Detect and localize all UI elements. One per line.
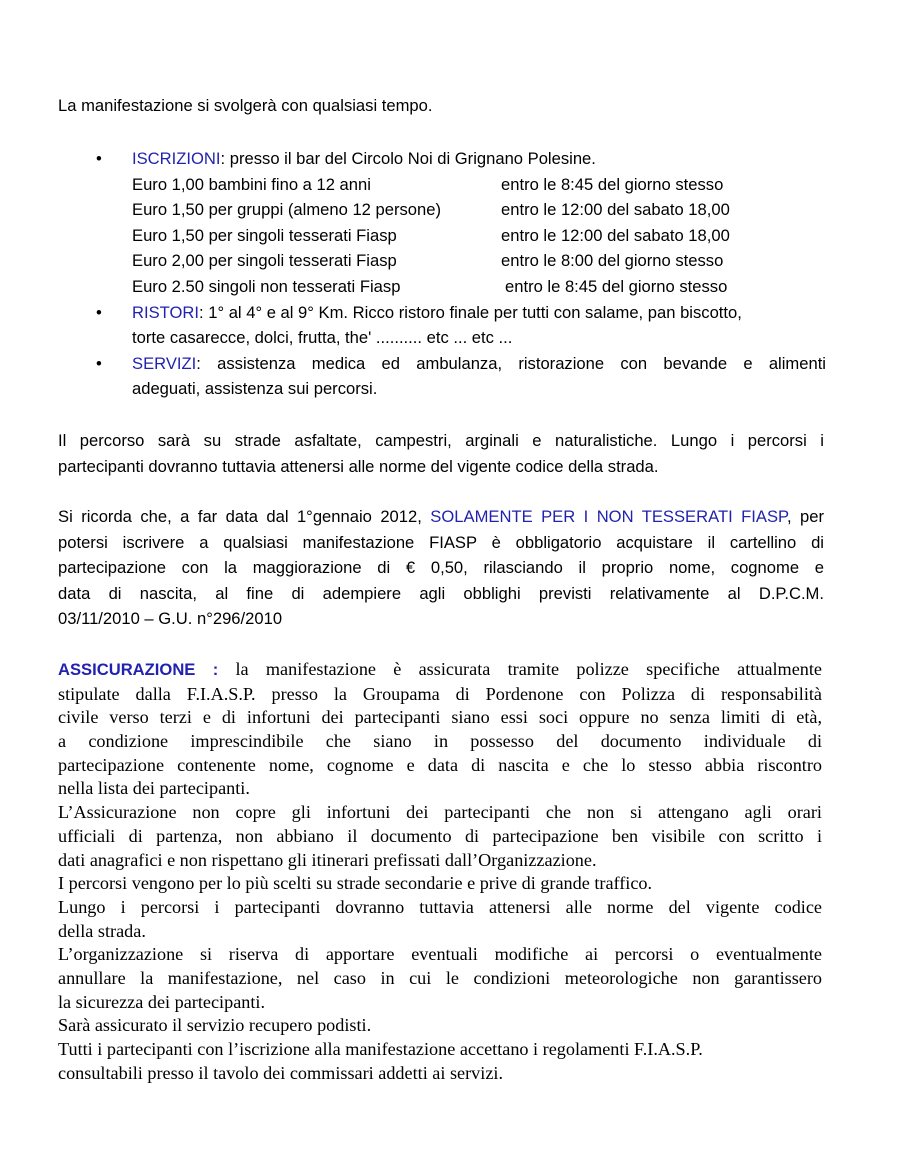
fee-row <box>132 223 826 249</box>
assicurazione-line-12: della strada. <box>58 920 146 941</box>
bullet-list <box>96 146 826 402</box>
assicurazione-line-15: la sicurezza dei partecipanti. <box>58 991 266 1012</box>
assicurazione-label: ASSICURAZIONE : <box>58 660 219 679</box>
ricorda-line-3: partecipazione con la maggiorazione di € 0,50, rilasciando il proprio nome, cognome e <box>58 558 824 578</box>
assicurazione-text: la manifestazione è assicurata tramite polizze specifiche attualmente <box>218 659 822 679</box>
bullet-dot-icon: • <box>96 149 102 168</box>
assicurazione-line-4: a condizione imprescindibile che siano in possesso del documento individuale di <box>58 731 822 751</box>
ricorda-line-1 <box>58 504 824 530</box>
ricorda-paragraph <box>58 504 824 632</box>
iscrizioni-text: : presso il bar del Circolo Noi di Grignano Polesine. <box>220 149 596 168</box>
assicurazione-line-10: I percorsi vengono per lo più scelti su strade secondarie e prive di grande traffico. <box>58 873 653 894</box>
fee-deadline: entro le 8:00 del giorno stesso <box>501 251 724 271</box>
ricorda-line-4: data di nascita, al fine di adempiere agli obblighi previsti relativamente al D.P.C.M. <box>58 583 824 603</box>
iscrizioni-heading <box>132 146 826 172</box>
bullet-iscrizioni <box>96 146 826 300</box>
assicurazione-line-8: ufficiali di partenza, non abbiano il documento di partecipazione ben visibile con scritto i <box>58 825 822 846</box>
assicurazione-line-5: partecipazione contenente nome, cognome e data di nascita e che lo stesso abbia riscontro <box>58 754 822 775</box>
assicurazione-line-13: L’organizzazione si riserva di apportare eventuali modifiche ai percorsi o eventualmente <box>58 944 822 965</box>
fee-price: Euro 2,00 per singoli tesserati Fiasp <box>132 251 397 271</box>
bullet-ristori <box>96 300 826 351</box>
ristori-line <box>132 300 826 326</box>
servizi-line-2: adeguati, assistenza sui percorsi. <box>132 379 378 399</box>
fee-price: Euro 1,50 per gruppi (almeno 12 persone) <box>132 200 442 220</box>
fee-price: Euro 1,50 per singoli tesserati Fiasp <box>132 225 397 245</box>
assicurazione-line-6: nella lista dei partecipanti. <box>58 778 250 799</box>
fee-deadline: entro le 12:00 del sabato 18,00 <box>501 225 730 245</box>
percorso-line-2: partecipanti dovranno tuttavia attenersi alle norme del vigente codice della strada. <box>58 456 659 476</box>
fee-deadline: entro le 8:45 del giorno stesso <box>501 174 724 194</box>
assicurazione-line-16: Sarà assicurato il servizio recupero podisti. <box>58 1015 372 1036</box>
ristori-text: : 1° al 4° e al 9° Km. Ricco ristoro finale per tutti con salame, pan biscotto, <box>199 302 742 322</box>
ricorda-highlight: SOLAMENTE PER I NON TESSERATI FIASP <box>430 507 787 526</box>
fee-row <box>132 197 826 223</box>
servizi-line <box>132 351 826 377</box>
assicurazione-line-18: consultabili presso il tavolo dei commissari addetti ai servizi. <box>58 1062 503 1083</box>
assicurazione-section <box>58 657 822 1086</box>
percorso-paragraph <box>58 428 824 479</box>
bullet-dot-icon: • <box>96 302 102 322</box>
assicurazione-line-1 <box>58 657 822 683</box>
assicurazione-line-7: L’Assicurazione non copre gli infortuni dei partecipanti che non si attengano agli orari <box>58 802 822 823</box>
fee-deadline: entro le 8:45 del giorno stesso <box>505 276 728 296</box>
assicurazione-line-2: stipulate dalla F.I.A.S.P. presso la Groupama di Pordenone con Polizza di responsabilità <box>58 683 822 704</box>
fee-price: Euro 2.50 singoli non tesserati Fiasp <box>132 276 401 296</box>
ricorda-tail: , per <box>786 507 824 526</box>
ricorda-lead: Si ricorda che, a far data dal 1°gennaio 2012, <box>58 507 431 526</box>
servizi-label: SERVIZI <box>132 353 197 373</box>
servizi-text: : assistenza medica ed ambulanza, ristorazione con bevande e alimenti <box>196 353 826 373</box>
fee-row <box>132 274 826 300</box>
percorso-line-1: Il percorso sarà su strade asfaltate, campestri, arginali e naturalistiche. Lungo i percorsi i <box>58 431 824 450</box>
ristori-label: RISTORI <box>132 302 199 322</box>
fee-deadline: entro le 12:00 del sabato 18,00 <box>501 200 730 220</box>
assicurazione-line-9: dati anagrafici e non rispettano gli itinerari prefissati dall’Organizzazione. <box>58 849 597 870</box>
ricorda-line-2: potersi iscrivere a qualsiasi manifestazione FIASP è obbligatorio acquistare il cartellino di <box>58 532 824 552</box>
assicurazione-line-3: civile verso terzi e di infortuni dei partecipanti siano essi soci oppure no senza limiti di età, <box>58 707 822 728</box>
ristori-line-2: torte casarecce, dolci, frutta, the' .......... etc ... etc ... <box>132 328 513 348</box>
fee-row <box>132 172 826 198</box>
bullet-servizi <box>96 351 826 402</box>
fee-price: Euro 1,00 bambini fino a 12 anni <box>132 174 371 194</box>
assicurazione-line-17: Tutti i partecipanti con l’iscrizione alla manifestazione accettano i regolamenti F.I.A.S.P. <box>58 1039 703 1060</box>
fee-row <box>132 248 826 274</box>
assicurazione-line-14: annullare la manifestazione, nel caso in cui le condizioni meteorologiche non garantissero <box>58 968 822 989</box>
bullet-dot-icon: • <box>96 353 102 373</box>
assicurazione-line-11: Lungo i percorsi i partecipanti dovranno tuttavia attenersi alle norme del vigente codice <box>58 896 822 917</box>
intro-paragraph: La manifestazione si svolgerà con qualsiasi tempo. <box>58 96 433 115</box>
iscrizioni-label: ISCRIZIONI <box>132 149 221 168</box>
ricorda-line-5: 03/11/2010 – G.U. n°296/2010 <box>58 609 283 629</box>
